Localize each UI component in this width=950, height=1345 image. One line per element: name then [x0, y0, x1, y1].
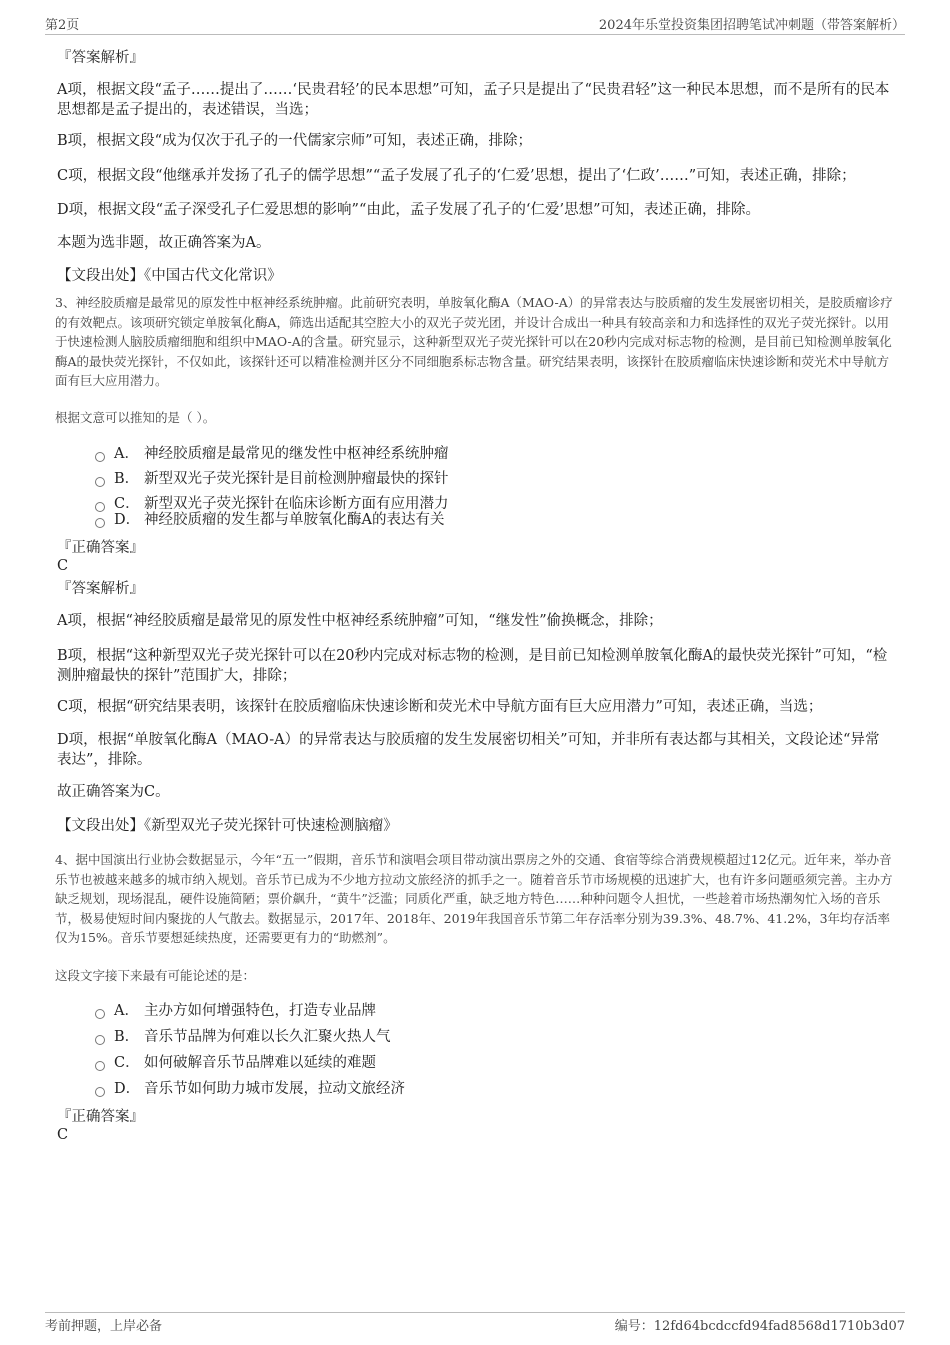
q4-question: 这段文字接下来最有可能论述的是：	[55, 968, 256, 983]
radio-icon[interactable]	[95, 1061, 105, 1071]
q4-answer: C	[57, 1127, 69, 1143]
document-title: 2024年乐堂投资集团招聘笔试冲刺题（带答案解析）	[598, 18, 905, 33]
q2-analysis-label: 『答案解析』	[57, 50, 144, 66]
q4-answer-label: 『正确答案』	[57, 1109, 144, 1125]
document-code: 编号：12fd64bcdccfd94fad8568d1710b3d07	[614, 1319, 905, 1334]
q2-analysis-c: C项，根据文段“他继承并发扬了孔子的儒学思想”“孟子发展了孔子的‘仁爱’思想，提出了‘仁政’……”可知，表述正确，排除；	[57, 168, 856, 184]
q3-option-c[interactable]: C． 新型双光子荧光探针在临床诊断方面有应用潜力	[95, 494, 449, 514]
q2-analysis-b: B项，根据文段“成为仅次于孔子的一代儒家宗师”可知，表述正确，排除；	[57, 133, 532, 149]
radio-icon[interactable]	[95, 452, 105, 462]
q3-source: 【文段出处】《新型双光子荧光探针可快速检测脑瘤》	[57, 818, 398, 834]
q3-option-a[interactable]: A． 神经胶质瘤是最常见的继发性中枢神经系统肿瘤	[95, 444, 449, 464]
q3-analysis-b: B项，根据“这种新型双光子荧光探针可以在20秒内完成对标志物的检测，是目前已知检测单胺氧化酶A的最快荧光探针”可知，“检测肿瘤最快的探针”范围扩大，排除；	[57, 648, 888, 684]
q2-source: 【文段出处】《中国古代文化常识》	[57, 268, 282, 284]
radio-icon[interactable]	[95, 1087, 105, 1097]
q3-option-d[interactable]: D． 神经胶质瘤的发生都与单胺氧化酶A的表达有关	[95, 510, 444, 530]
q4-option-d[interactable]: D． 音乐节如何助力城市发展，拉动文旅经济	[95, 1079, 405, 1099]
radio-icon[interactable]	[95, 518, 105, 528]
page-header	[45, 12, 905, 35]
q3-option-b[interactable]: B． 新型双光子荧光探针是目前检测肿瘤最快的探针	[95, 469, 449, 489]
radio-icon[interactable]	[95, 1009, 105, 1019]
q2-analysis-a: A项，根据文段“孟子……提出了……‘民贵君轻’的民本思想”可知，孟子只是提出了“民贵君轻”这一种民本思想，而不是所有的民本思想都是孟子提出的，表述错误，当选；	[57, 82, 890, 118]
q4-stem: 4、据中国演出行业协会数据显示，今年“五一”假期，音乐节和演唱会项目带动演出票房之外的交通、食宿等综合消费规模超过12亿元。近年来，举办音乐节也被越来越多的城市纳入规划。音乐节已成为不少地方拉动文旅经济的抓手之一。随着音乐节市场规模的迅速扩大，也有许多问题亟须完善。主办方缺乏规划，现场混乱，硬件设施简陋；票价飙升，“黄牛”泛滥；同质化严重，缺乏地方特色……种种问题令人担忧，一些趁着市场热潮匆忙入场的音乐节，极易使短时间内聚拢的人气散去。数据显示，2017年、2018年、2019年我国音乐节第二年存活率分别为39.3%、48.7%、41.2%，3年均存活率仅为15%。音乐节要想延续热度，还需要更有力的“助燃剂”。	[55, 852, 893, 945]
q3-question: 根据文意可以推知的是（ ）。	[55, 410, 216, 425]
radio-icon[interactable]	[95, 477, 105, 487]
q3-analysis-a: A项，根据“神经胶质瘤是最常见的原发性中枢神经系统肿瘤”可知，“继发性”偷换概念，排除；	[57, 613, 663, 629]
footer-slogan: 考前押题，上岸必备	[45, 1319, 163, 1334]
q3-analysis-c: C项，根据“研究结果表明，该探针在胶质瘤临床快速诊断和荧光术中导航方面有巨大应用潜力”可知，表述正确，当选；	[57, 699, 823, 715]
q4-option-b[interactable]: B． 音乐节品牌为何难以长久汇聚火热人气	[95, 1027, 391, 1047]
q3-answer-label: 『正确答案』	[57, 540, 144, 556]
q3-answer: C	[57, 558, 69, 574]
page-number: 第2页	[45, 18, 80, 33]
q4-option-a[interactable]: A． 主办方如何增强特色，打造专业品牌	[95, 1001, 376, 1021]
q2-conclusion: 本题为选非题，故正确答案为A。	[57, 235, 271, 251]
radio-icon[interactable]	[95, 1035, 105, 1045]
q2-analysis-d: D项，根据文段“孟子深受孔子仁爱思想的影响”“由此，孟子发展了孔子的‘仁爱’思想”可知，表述正确，排除。	[57, 202, 760, 218]
q3-stem: 3、神经胶质瘤是最常见的原发性中枢神经系统肿瘤。此前研究表明，单胺氧化酶A（MAO-A）的异常表达与胶质瘤的发生发展密切相关，是胶质瘤诊疗的有效靶点。该项研究锁定单胺氧化酶A，筛选出适配其空腔大小的双光子荧光团，并设计合成出一种具有较高亲和力和选择性的双光子荧光探针。以用于快速检测人脑胶质瘤细胞和组织中MAO-A的含量。研究显示，这种新型双光子荧光探针可以在20秒内完成对标志物的检测，是目前已知检测单胺氧化酶A的最快荧光探针，不仅如此，该探针还可以精准检测并区分不同细胞系标志物含量。研究结果表明，该探针在胶质瘤临床快速诊断和荧光术中导航方面有巨大应用潜力。	[55, 295, 893, 388]
q3-conclusion: 故正确答案为C。	[57, 784, 170, 800]
q3-analysis-label: 『答案解析』	[57, 581, 144, 597]
q3-analysis-d: D项，根据“单胺氧化酶A（MAO-A）的异常表达与胶质瘤的发生发展密切相关”可知，并非所有表达都与其相关，文段论述“异常表达”，排除。	[57, 732, 880, 768]
page-footer	[45, 1312, 905, 1335]
q4-option-c[interactable]: C． 如何破解音乐节品牌难以延续的难题	[95, 1053, 376, 1073]
